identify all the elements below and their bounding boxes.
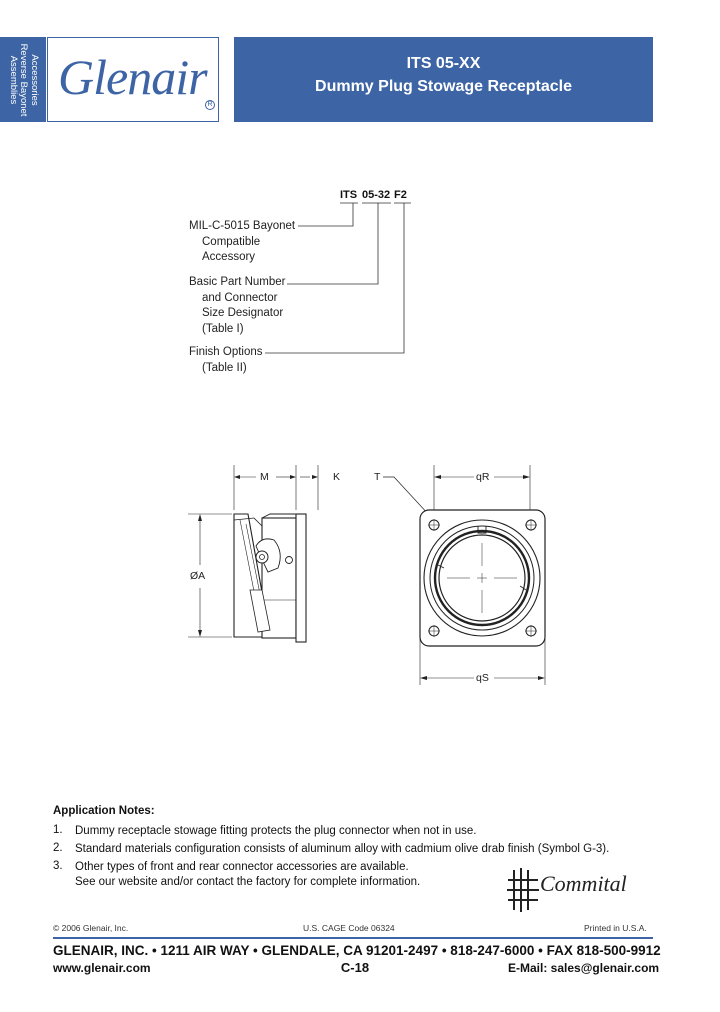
note-1-text: Dummy receptacle stowage fitting protects the plug connector when not in use. (75, 825, 477, 837)
note-3-text-2: See our website and/or contact the factory for complete information. (75, 876, 421, 888)
side-tab-line-1: Accessories (28, 53, 40, 106)
label-accessory-line-2: Compatible (202, 235, 261, 248)
commital-logo-icon (505, 866, 541, 914)
footer-printed: Printed in U.S.A. (584, 923, 647, 933)
footer-cage: U.S. CAGE Code 06324 (303, 923, 395, 933)
footer-email-link[interactable]: E-Mail: sales@glenair.com (508, 961, 660, 975)
label-finish-line-2: (Table II) (202, 361, 247, 374)
label-basic-line-1: Basic Part Number (189, 276, 286, 288)
page-subtitle: Dummy Plug Stowage Receptacle (315, 78, 572, 95)
label-finish (189, 345, 263, 376)
dim-r: qR (476, 471, 490, 483)
side-tab-line-2: Reverse Bayonet (18, 43, 30, 116)
side-tab-line-3: Assemblies (7, 55, 19, 104)
note-2-text: Standard materials configuration consists of aluminum alloy with cadmium olive drab finish (Symbol G-3). (75, 843, 610, 855)
dim-t: T (374, 471, 381, 483)
label-basic-line-4: (Table I) (202, 322, 244, 335)
notes-title: Application Notes: (53, 805, 155, 817)
technical-drawing (0, 440, 720, 700)
dim-k: K (333, 471, 341, 483)
footer-rule (53, 937, 653, 939)
page-number: C-18 (340, 960, 370, 975)
label-basic-line-2: and Connector (202, 291, 278, 304)
pn-finish: F2 (394, 189, 407, 201)
label-basic (189, 275, 286, 337)
label-basic-line-3: Size Designator (202, 307, 284, 319)
pn-base: 05-32 (362, 189, 391, 201)
label-finish-line-1: Finish Options (189, 346, 263, 358)
registered-mark: R (205, 100, 215, 110)
label-accessory-line-1: MIL-C-5015 Bayonet (189, 220, 296, 232)
label-accessory (189, 219, 295, 266)
footer-website-link[interactable]: www.glenair.com (53, 961, 151, 975)
glenair-logo: Glenair (58, 49, 207, 105)
commital-logo-text: Commital (540, 871, 627, 896)
page-title: ITS 05-XX (406, 55, 481, 72)
dim-m: M (260, 471, 269, 483)
pn-prefix: ITS (340, 189, 358, 201)
note-3-number: 3. (53, 860, 63, 872)
note-1-number: 1. (53, 824, 63, 836)
dim-s: qS (476, 672, 489, 684)
note-2-number: 2. (53, 842, 63, 854)
footer-address: GLENAIR, INC. • 1211 AIR WAY • GLENDALE, CA 91201-2497 • 818-247-6000 • FAX 818-500-9912 (53, 943, 661, 958)
dim-a: ØA (190, 570, 206, 582)
pn-callout-lines (0, 0, 720, 420)
label-accessory-line-3: Accessory (202, 251, 256, 263)
footer-copyright: © 2006 Glenair, Inc. (53, 923, 129, 933)
note-3-text: Other types of front and rear connector accessories are available. (75, 861, 409, 873)
